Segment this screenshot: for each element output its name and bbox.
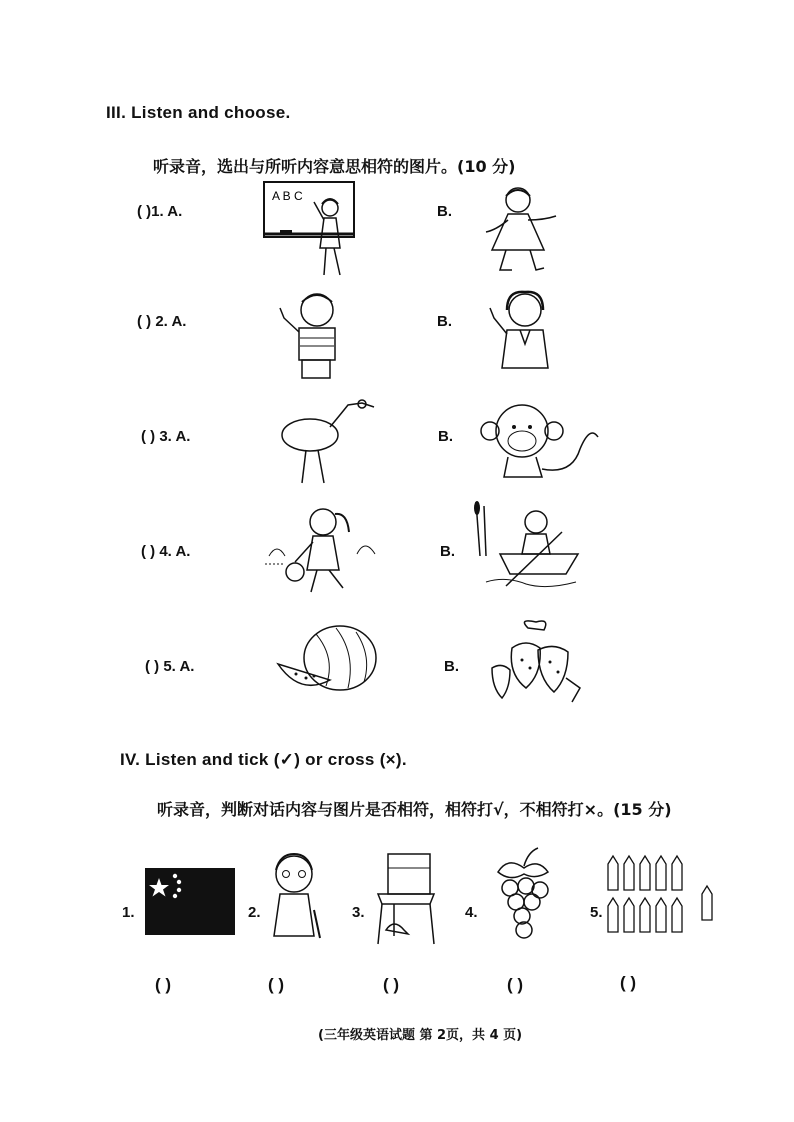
question-5-label: ( ) 5. A. — [145, 658, 195, 675]
grandmother-icon — [262, 850, 332, 940]
boy-waving-icon — [272, 288, 362, 380]
crayons-icon — [604, 854, 720, 944]
item-1-answer[interactable]: ( ) — [155, 975, 172, 994]
strawberries-icon — [488, 618, 583, 704]
item-5-number: 5. — [590, 904, 603, 921]
item-1-number: 1. — [122, 904, 135, 921]
boy-rowing-boat-icon — [466, 496, 596, 594]
chair-with-cap-icon — [368, 850, 440, 946]
girl-playing-ball-icon — [265, 498, 380, 596]
item-4-answer[interactable]: ( ) — [507, 975, 524, 994]
question-2-label: ( ) 2. A. — [137, 313, 187, 330]
question-5-option-b: B. — [444, 658, 459, 675]
girl-waving-icon — [480, 288, 570, 380]
question-4-label: ( ) 4. A. — [141, 543, 191, 560]
china-flag-icon — [145, 868, 235, 935]
girl-in-dress-icon — [478, 180, 563, 275]
item-2-number: 2. — [248, 904, 261, 921]
section-4-title: IV. Listen and tick (✓) or cross (×). — [120, 750, 407, 769]
monkey-icon — [472, 395, 602, 487]
question-1-label: ( )1. A. — [137, 203, 183, 220]
section-3-instruction: 听录音，选出与所听内容意思相符的图片。(10 分) — [153, 157, 516, 176]
item-2-answer[interactable]: ( ) — [268, 975, 285, 994]
question-1-option-b: B. — [437, 203, 452, 220]
watermelon-icon — [276, 624, 378, 694]
teacher-at-blackboard-icon — [262, 180, 362, 280]
item-4-number: 4. — [465, 904, 478, 921]
question-3-label: ( ) 3. A. — [141, 428, 191, 445]
item-5-answer[interactable]: ( ) — [620, 973, 637, 992]
question-3-option-b: B. — [438, 428, 453, 445]
question-2-option-b: B. — [437, 313, 452, 330]
section-4-instruction: 听录音，判断对话内容与图片是否相符，相符打√，不相符打×。(15 分) — [157, 800, 672, 819]
ostrich-icon — [278, 395, 383, 487]
question-4-option-b: B. — [440, 543, 455, 560]
item-3-number: 3. — [352, 904, 365, 921]
board-text: A B C — [272, 189, 303, 203]
page-footer: (三年级英语试题 第 2页，共 4 页) — [318, 1028, 523, 1043]
section-3-title: III. Listen and choose. — [106, 103, 291, 122]
grapes-icon — [488, 846, 560, 944]
item-3-answer[interactable]: ( ) — [383, 975, 400, 994]
